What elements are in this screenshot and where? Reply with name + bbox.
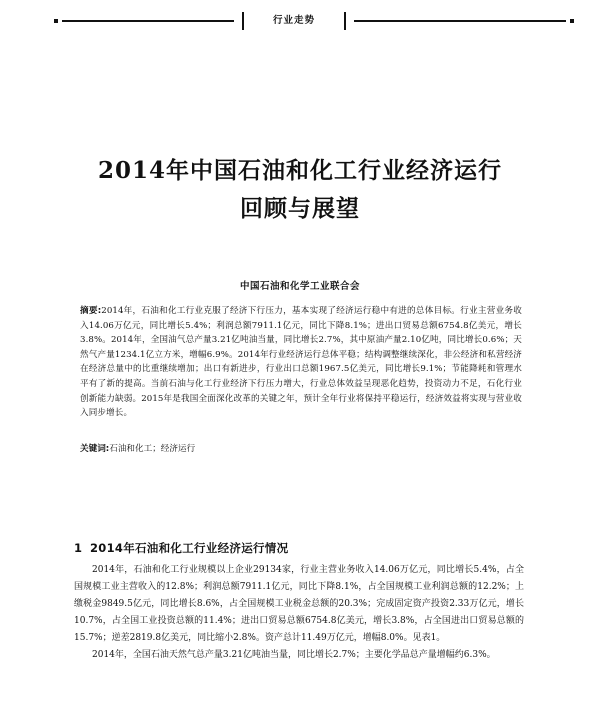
paragraph-1: 2014年，石油和化工行业规模以上企业29134家，行业主营业务收入14.06万亿元，同比增长5.4%，占全国规模工业主营收入的12.8%；利润总额7911.1亿元，同比下降8.1%，占全国规模工业利润总额的12.2%；上缴税金9849.5亿元，同比增长8.6%，占全国规模工业税金总额的20.3%；完成固定资产投资2.33万亿元，增长10.7%，占全国工业投资总额的11.4%；进出口贸易总额6754.8亿美元，增长3.8%，占全国进出口贸易总额的15.7%；逆差2819.8亿美元，同比缩小2.8%。资产总计11.49万亿元，增幅8.0%。见表1。 bbox=[74, 565, 524, 643]
title-line-2: 回顾与展望 bbox=[240, 195, 360, 222]
keywords-label: 关键词: bbox=[80, 444, 110, 454]
body-text bbox=[74, 562, 524, 664]
header-rule-right bbox=[354, 20, 566, 22]
header-bar bbox=[54, 12, 566, 30]
author-organization: 中国石油和化学工业联合会 bbox=[239, 281, 360, 292]
section-heading bbox=[74, 540, 534, 556]
paragraph-2: 2014年，全国石油天然气总产量3.21亿吨油当量，同比增长2.7%；主要化学品总产量增幅约6.3%。 bbox=[92, 650, 496, 660]
section-number: 1 bbox=[74, 541, 83, 555]
keywords-text: 石油和化工；经济运行 bbox=[109, 444, 196, 454]
abstract bbox=[80, 304, 522, 421]
section-tag: 行业走势 bbox=[242, 12, 346, 30]
abstract-label: 摘要: bbox=[80, 306, 102, 316]
section-title: 2014年石油和化工行业经济运行情况 bbox=[90, 541, 289, 555]
keywords bbox=[80, 442, 522, 456]
title-line-1: 2014年中国石油和化工行业经济运行 bbox=[97, 157, 502, 184]
abstract-text: 2014年，石油和化工行业克服了经济下行压力，基本实现了经济运行稳中有进的总体目标。行业主营业务收入14.06万亿元，同比增长5.4%；利润总额7911.1亿元，同比下降8.1%；进出口贸易总额6754.8亿美元，增长3.8%。2014年，全国油气总产量3.21亿吨油当量，同比增长2.7%，其中原油产量2.10亿吨，同比增长0.6%；天然气产量1234.1亿立方米，增幅6.9%。2014年行业经济运行总体平稳；结构调整继续深化，非公经济和私营经济在经济总量中的比重继续增加；出口有新进步，行业出口总额1967.5亿美元，同比增长9.1%；节能降耗和管理水平有了新的提高。当前石油与化工行业经济下行压力增大，行业总体效益呈现恶化趋势，投资动力不足，石化行业创新能力缺弱。2015年是我国全面深化改革的关键之年，预计全年行业将保持平稳运行，经济效益将实现与营业收入同步增长。 bbox=[80, 306, 522, 419]
article-title bbox=[40, 152, 560, 228]
header-rule-left bbox=[62, 20, 234, 22]
